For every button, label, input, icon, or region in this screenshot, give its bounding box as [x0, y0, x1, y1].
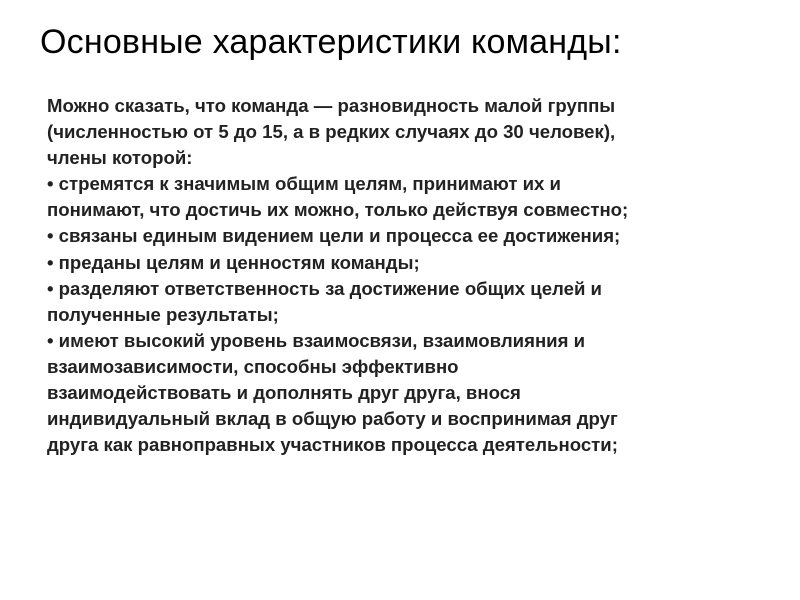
- bullet-line: • преданы целям и ценностям команды;: [47, 251, 420, 273]
- body-line: друга как равноправных участников процесса деятельности;: [47, 434, 618, 456]
- slide-title: Основные характеристики команды:: [40, 23, 622, 61]
- body-line: полученные результаты;: [47, 303, 279, 325]
- body-line: члены которой:: [47, 147, 193, 169]
- body-line: взаимозависимости, способны эффективно: [47, 355, 459, 377]
- bullet-line: • имеют высокий уровень взаимосвязи, взаимовлияния и: [47, 329, 586, 351]
- bullet-line: • стремятся к значимым общим целям, принимают их и: [47, 173, 561, 195]
- bullet-line: • связаны единым видением цели и процесса ее достижения;: [47, 225, 621, 247]
- body-line: индивидуальный вклад в общую работу и воспринимая друг: [47, 408, 618, 430]
- body-line: Можно сказать, что команда — разновидность малой группы: [47, 95, 616, 116]
- body-line: взаимодействовать и дополнять друг друга, внося: [47, 382, 521, 404]
- body-line: (численностью от 5 до 15, а в редких случаях до 30 человек),: [47, 121, 616, 143]
- slide-body-text: [47, 93, 767, 458]
- body-line: понимают, что достичь их можно, только действуя совместно;: [47, 199, 629, 221]
- bullet-line: • разделяют ответственность за достижение общих целей и: [47, 277, 602, 299]
